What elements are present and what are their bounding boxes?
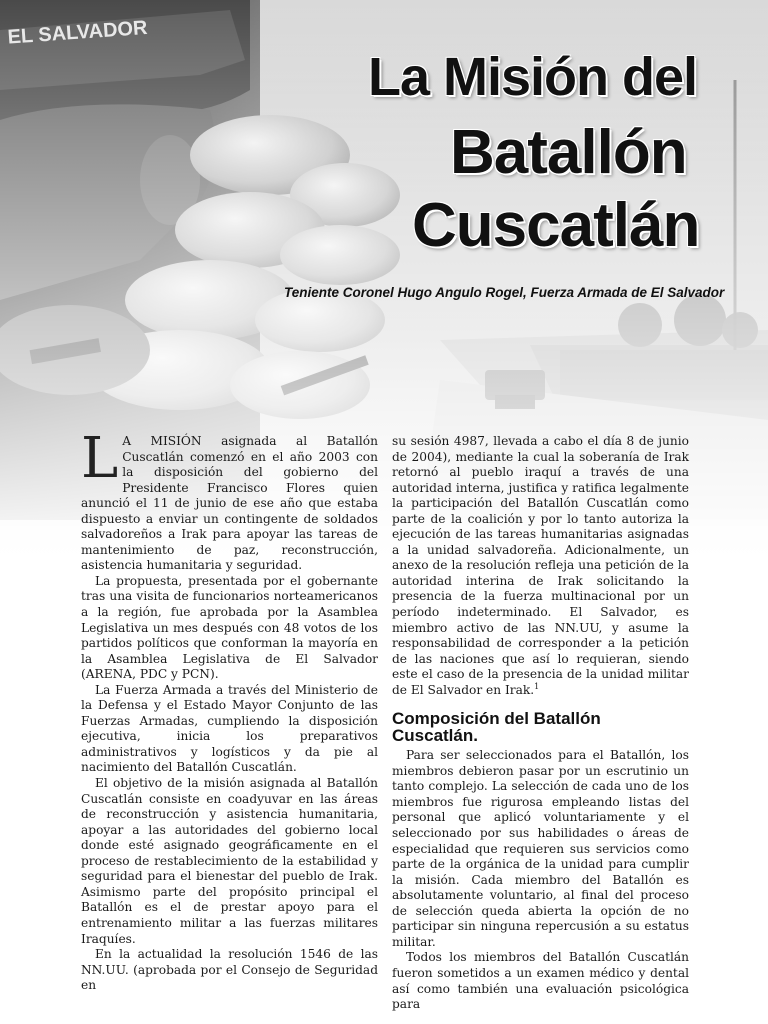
title-line-2: Batallón	[450, 118, 687, 187]
drop-cap: L	[81, 426, 119, 491]
author-byline: Teniente Coronel Hugo Angulo Rogel, Fuerza Armada de El Salvador	[284, 285, 725, 300]
article-column-2	[392, 434, 689, 1013]
helmet-cover-text: EL SALVADOR	[6, 16, 149, 49]
section-heading: Composición del Batallón Cuscatlán.	[392, 709, 601, 746]
paragraph: El objetivo de la misión asignada al Batallón Cuscatlán consiste en coadyuvar en las áreas de reconstrucción y asistencia humanitaria, apoyar a las autoridades del gobierno local donde esté asignado geográficamente en el proceso de restablecimiento de la estabilidad y seguridad para el bienestar del pueblo de Irak. Asimismo parte del propósito principal el Batallón es el de prestar apoyo para el entrenamiento militar a las fuerzas militares Iraquíes.	[81, 776, 378, 946]
paragraph: La propuesta, presentada por el gobernante tras una visita de funcionarios norteamericanos a la región, fue aprobada por la Asamblea Legislativa un mes después con 48 votos de los partidos políticos que conforman la mayoría en la Asamblea Legislativa de El Salvador (ARENA, PDC y PCN).	[81, 573, 378, 682]
paragraph: La Fuerza Armada a través del Ministerio de la Defensa y el Estado Mayor Conjunto de las Fuerzas Armadas, cumpliendo la disposición ejecutiva, inicia los preparativos administrativos y logísticos y da pie al nacimiento del Batallón Cuscatlán.	[81, 682, 378, 775]
title-line-1: La Misión del	[368, 47, 698, 107]
paragraph: su sesión 4987, llevada a cabo el día 8 de junio de 2004), mediante la cual la soberanía de Irak retornó al pueblo iraquí a través de una autoridad interna, justifica y ratifica legalmente la participación del Batallón Cuscatlán como parte de la coalición y por lo tanto autoriza la ejecución de las tareas humanitarias asignadas a la unidad salvadoreña. Adicionalmente, un anexo de la resolución refleja una petición de la autoridad interina de Irak solicitando la presencia de la fuerza multinacional por un período indeterminado. El Salvador, es miembro activo de las NN.UU, y asume la responsabilidad de corresponder a la petición de las naciones que así lo requieran, siendo este el caso de la presencia de la unidad militar de El Salvador en Irak.$^1$	[392, 434, 689, 697]
footnote-marker[interactable]: 1	[534, 681, 540, 691]
paragraph: Todos los miembros del Batallón Cuscatlán fueron sometidos a un examen médico y dental así como también una evaluación psicológica para	[392, 950, 689, 1012]
paragraph-intro: L A MISIÓN asignada al Batallón Cuscatlán comenzó en el año 2003 con la disposición del gobierno del Presidente Francisco Flores quien anunció el 11 de junio de ese año que estaba dispuesto a enviar un contingente de soldados salvadoreños a Irak para apoyar las tareas de mantenimiento de paz, reconstrucción, asistencia humanitaria y seguridad.	[81, 426, 378, 573]
title-line-3: Cuscatlán	[412, 191, 700, 260]
paragraph: Para ser seleccionados para el Batallón, los miembros debieron pasar por un escrutinio un tanto complejo. La selección de cada uno de los miembros fue rigurosa empleando listas del personal que aplicó voluntariamente y el seleccionado por sus habilidades o áreas de especialidad que requieren sus servicios como parte de la orgánica de la unidad para cumplir la misión. Cada miembro del Batallón es absolutamente voluntario, al final del proceso de selección queda abierta la opción de no participar sin ninguna repercusión a su estatus militar.	[392, 748, 689, 949]
paragraph: En la actualidad la resolución 1546 de las NN.UU. (aprobada por el Consejo de Seguridad en	[81, 947, 378, 993]
article-column-1	[81, 426, 378, 994]
